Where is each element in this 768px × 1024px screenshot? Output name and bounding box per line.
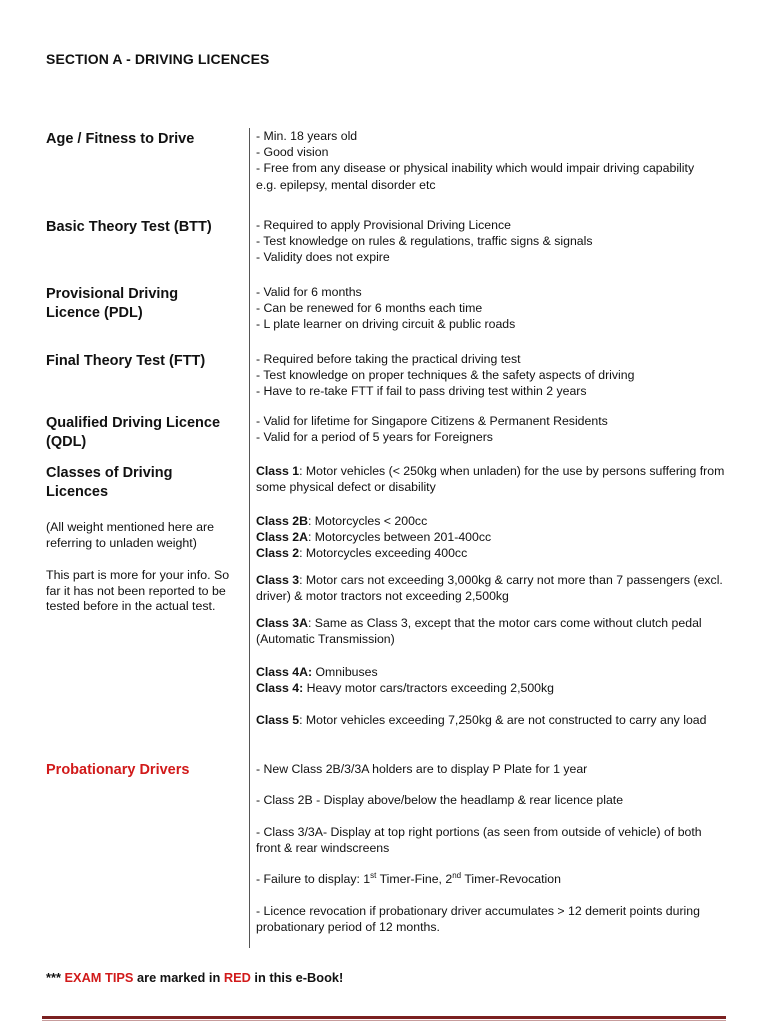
probation-item-5 xyxy=(256,903,726,935)
footer-red-word: RED xyxy=(223,970,251,985)
class-text: : Motorcycles < 200cc xyxy=(307,514,428,528)
section-title: SECTION A - DRIVING LICENCES xyxy=(46,51,270,67)
list-item: - Validity does not expire xyxy=(256,250,390,265)
class-label: Class 3A xyxy=(256,616,308,630)
age-fitness-items xyxy=(256,128,726,193)
class-label: Class 4A: xyxy=(256,665,313,679)
footer-text: are marked in xyxy=(133,970,224,985)
btt-items xyxy=(256,217,726,266)
class-1-item xyxy=(256,463,726,495)
superscript: st xyxy=(370,870,377,880)
class-text: : Motorcycles between 201-400cc xyxy=(307,530,492,545)
list-item: - Free from any disease or physical inability which would impair driving capability xyxy=(256,161,695,176)
class-2-items xyxy=(256,513,726,562)
footer-exam-tips: EXAM TIPS xyxy=(64,970,134,985)
class-text: Omnibuses xyxy=(312,665,378,679)
class-label: Class 2A xyxy=(256,530,308,545)
superscript: nd xyxy=(452,870,462,880)
list-item: - New Class 2B/3/3A holders are to display P Plate for 1 year xyxy=(256,762,588,776)
bottom-rule xyxy=(42,1016,726,1019)
class-3-item xyxy=(256,572,726,604)
heading-age-fitness: Age / Fitness to Drive xyxy=(46,131,195,147)
class-label: Class 4: xyxy=(256,681,304,696)
list-item: - Valid for 6 months xyxy=(256,285,362,299)
weight-note: (All weight mentioned here are referring to unladen weight) xyxy=(46,520,215,550)
heading-line: Classes of Driving xyxy=(46,465,173,481)
text-run: Timer-Fine, 2 xyxy=(376,872,453,886)
info-note: This part is more for your info. So far it has not been reported to be tested before in the actual test. xyxy=(46,568,230,613)
list-item: - Class 3/3A- Display at top right portions (as seen from outside of vehicle) of both front & rear windscreens xyxy=(256,825,702,856)
list-item: - Min. 18 years old xyxy=(256,129,358,143)
heading-probationary: Probationary Drivers xyxy=(46,762,190,778)
class-label: Class 3 xyxy=(256,573,300,587)
footer-text: in this e-Book! xyxy=(250,970,344,985)
column-divider xyxy=(249,128,250,948)
probation-item-1 xyxy=(256,761,726,777)
list-item: - Required to apply Provisional Driving Licence xyxy=(256,218,511,232)
bottom-rule-shadow xyxy=(42,1020,726,1021)
list-item: - Test knowledge on proper techniques & the safety aspects of driving xyxy=(256,368,635,383)
class-text: : Motor vehicles (< 250kg when unladen) for the use by persons suffering from some physical defect or disability xyxy=(256,464,725,495)
class-text: : Motorcycles exceeding 400cc xyxy=(299,546,468,561)
class-3a-item xyxy=(256,615,726,647)
heading-line: Provisional Driving xyxy=(46,286,179,302)
class-4-items xyxy=(256,664,726,696)
probation-item-3 xyxy=(256,824,726,856)
heading-line: Licences xyxy=(46,484,109,500)
text-run: - Failure to display: 1 xyxy=(256,872,371,886)
list-item: - Test knowledge on rules & regulations, traffic signs & signals xyxy=(256,234,593,249)
list-item: - Licence revocation if probationary driver accumulates > 12 demerit points during probationary period of 12 months. xyxy=(256,904,700,935)
qdl-items xyxy=(256,413,726,445)
list-item: - Required before taking the practical driving test xyxy=(256,352,521,366)
list-item: e.g. epilepsy, mental disorder etc xyxy=(256,177,436,192)
list-item: - Good vision xyxy=(256,145,329,160)
text-run: Timer-Revocation xyxy=(461,872,561,886)
list-item: - Valid for lifetime for Singapore Citizens & Permanent Residents xyxy=(256,414,608,428)
heading-classes xyxy=(46,464,173,502)
class-text: : Motor cars not exceeding 3,000kg & carry not more than 7 passengers (excl. driver) & motor tractors not exceeding 2,500kg xyxy=(256,573,723,604)
heading-pdl xyxy=(46,285,178,323)
heading-qdl xyxy=(46,414,220,452)
class-label: Class 2B xyxy=(256,514,308,528)
class-label: Class 5 xyxy=(256,713,300,727)
probation-item-2 xyxy=(256,792,726,808)
ftt-items xyxy=(256,351,726,400)
heading-btt: Basic Theory Test (BTT) xyxy=(46,219,212,235)
footer-stars: *** xyxy=(46,970,65,985)
probation-item-4 xyxy=(256,871,726,887)
list-item: - Valid for a period of 5 years for Foreigners xyxy=(256,430,493,445)
list-item: - Can be renewed for 6 months each time xyxy=(256,301,483,316)
heading-line: (QDL) xyxy=(46,434,87,450)
heading-line: Qualified Driving Licence xyxy=(46,415,221,431)
list-item: - Class 2B - Display above/below the headlamp & rear licence plate xyxy=(256,793,624,807)
class-label: Class 2 xyxy=(256,546,300,561)
heading-ftt: Final Theory Test (FTT) xyxy=(46,353,206,369)
class-5-item xyxy=(256,712,726,728)
class-text: : Same as Class 3, except that the motor cars come without clutch pedal (Automatic Transmission) xyxy=(256,616,702,647)
list-item: - Have to re-take FTT if fail to pass driving test within 2 years xyxy=(256,384,587,399)
heading-line: Licence (PDL) xyxy=(46,305,143,321)
class-text: Heavy motor cars/tractors exceeding 2,500kg xyxy=(303,681,555,696)
exam-tips-footer xyxy=(46,970,343,985)
list-item xyxy=(256,871,726,887)
class-label: Class 1 xyxy=(256,464,300,478)
pdl-items xyxy=(256,284,726,333)
list-item: - L plate learner on driving circuit & public roads xyxy=(256,317,516,332)
class-text: : Motor vehicles exceeding 7,250kg & are not constructed to carry any load xyxy=(299,713,707,727)
